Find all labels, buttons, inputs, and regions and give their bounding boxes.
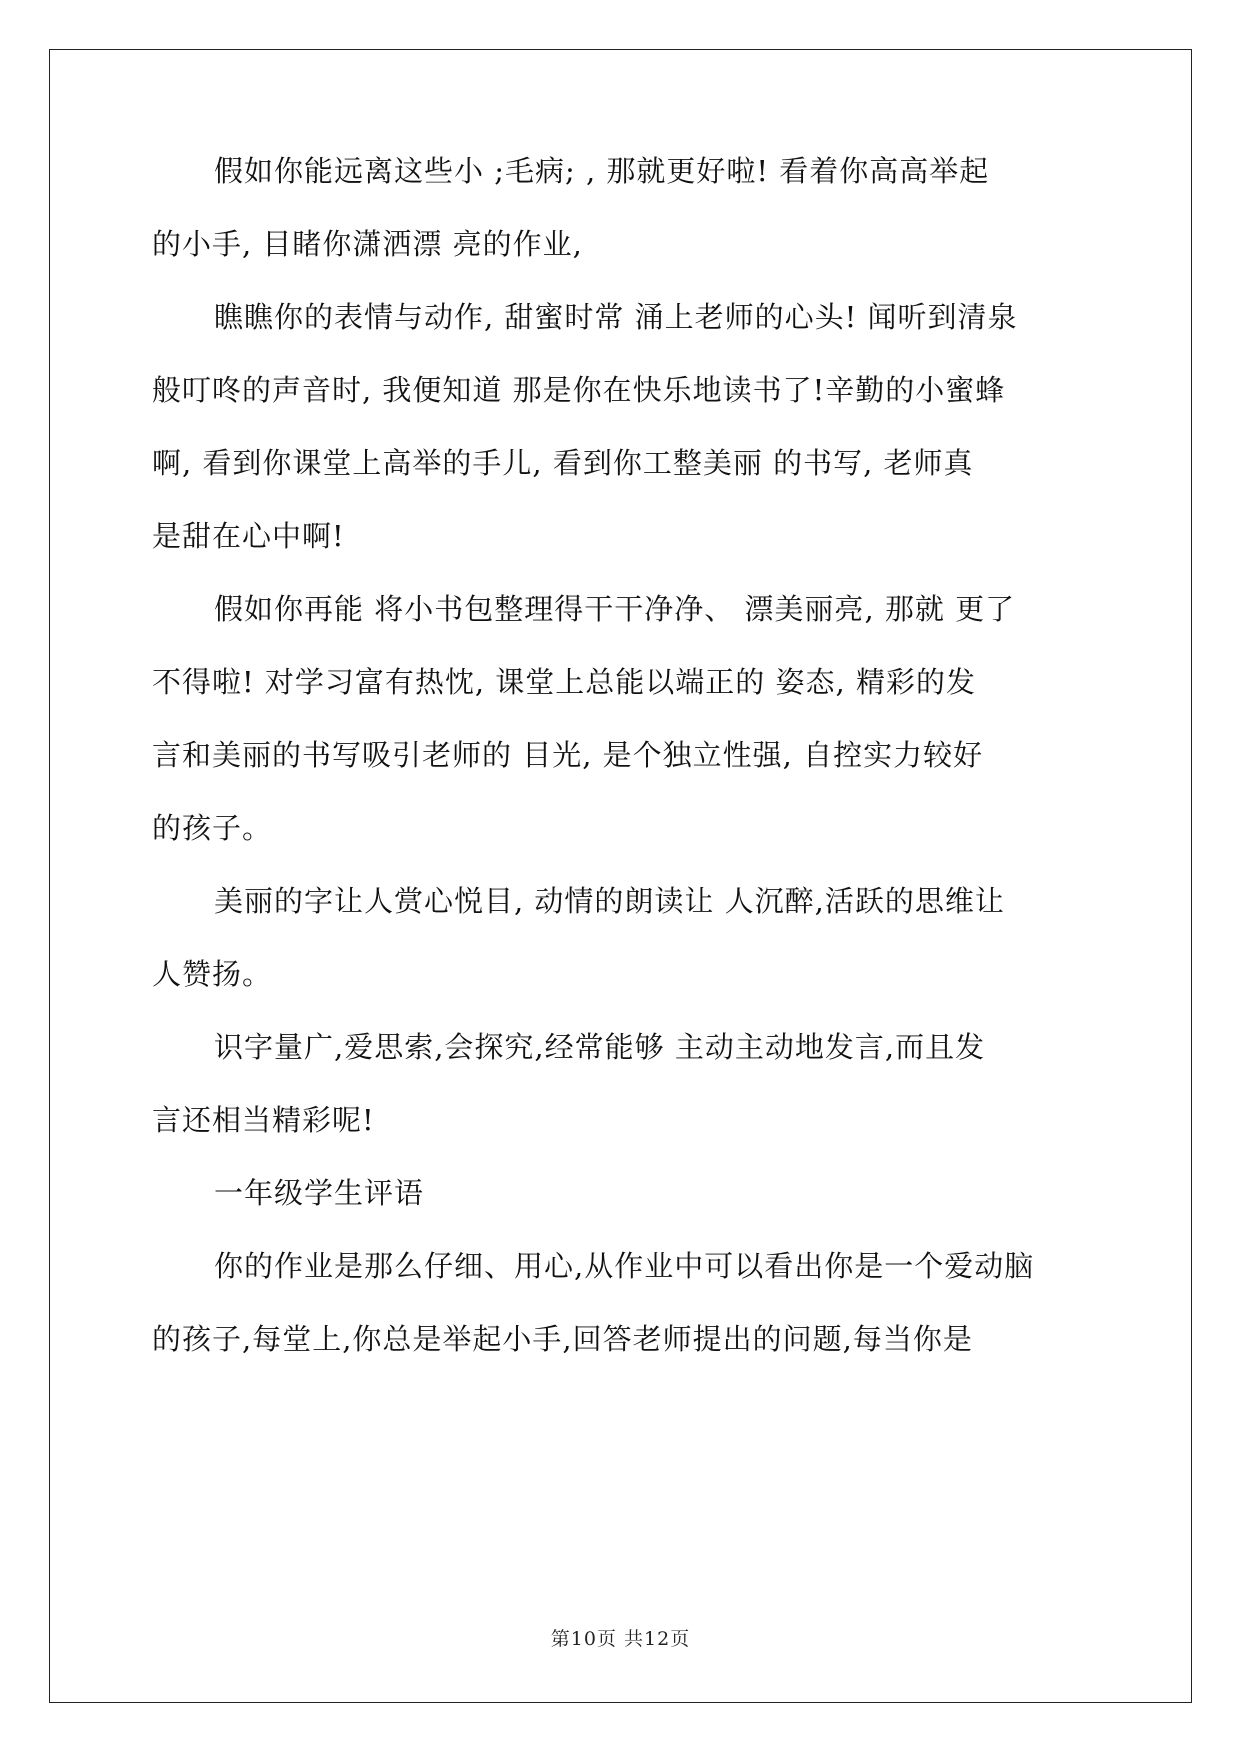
text-line: 言还相当精彩呢! bbox=[152, 1103, 375, 1137]
text-line: 识字量广,爱思索,会探究,经常能够 主动主动地发言,而且发 bbox=[214, 1030, 986, 1064]
text-line: 言和美丽的书写吸引老师的 目光, 是个独立性强, 自控实力较好 bbox=[152, 738, 984, 772]
text-line: 人赞扬。 bbox=[152, 957, 273, 991]
text-line: 不得啦! 对学习富有热忱, 课堂上总能以端正的 姿态, 精彩的发 bbox=[152, 665, 976, 699]
text-line: 你的作业是那么仔细、用心,从作业中可以看出你是一个爱动脑 bbox=[214, 1249, 1035, 1283]
text-line: 的小手, 目睹你潇洒漂 亮的作业, bbox=[152, 227, 583, 261]
text-line: 假如你能远离这些小 ;毛病; , 那就更好啦! 看着你高高举起 bbox=[214, 154, 990, 188]
text-line: 的孩子,每堂上,你总是举起小手,回答老师提出的问题,每当你是 bbox=[152, 1322, 973, 1356]
text-line: 的孩子。 bbox=[152, 811, 273, 845]
text-line: 般叮咚的声音时, 我便知道 那是你在快乐地读书了!辛勤的小蜜蜂 bbox=[152, 373, 1006, 407]
text-line: 啊, 看到你课堂上高举的手儿, 看到你工整美丽 的书写, 老师真 bbox=[152, 446, 974, 480]
text-line: 美丽的字让人赏心悦目, 动情的朗读让 人沉醉,活跃的思维让 bbox=[214, 884, 1005, 918]
text-line: 假如你再能 将小书包整理得干干净净、 漂美丽亮, 那就 更了 bbox=[214, 592, 1016, 626]
text-line: 是甜在心中啊! bbox=[152, 519, 345, 553]
page-footer: 第10页 共12页 bbox=[550, 1628, 691, 1650]
section-heading: 一年级学生评语 bbox=[214, 1176, 425, 1210]
text-line: 瞧瞧你的表情与动作, 甜蜜时常 涌上老师的心头! 闻听到清泉 bbox=[214, 300, 1018, 334]
